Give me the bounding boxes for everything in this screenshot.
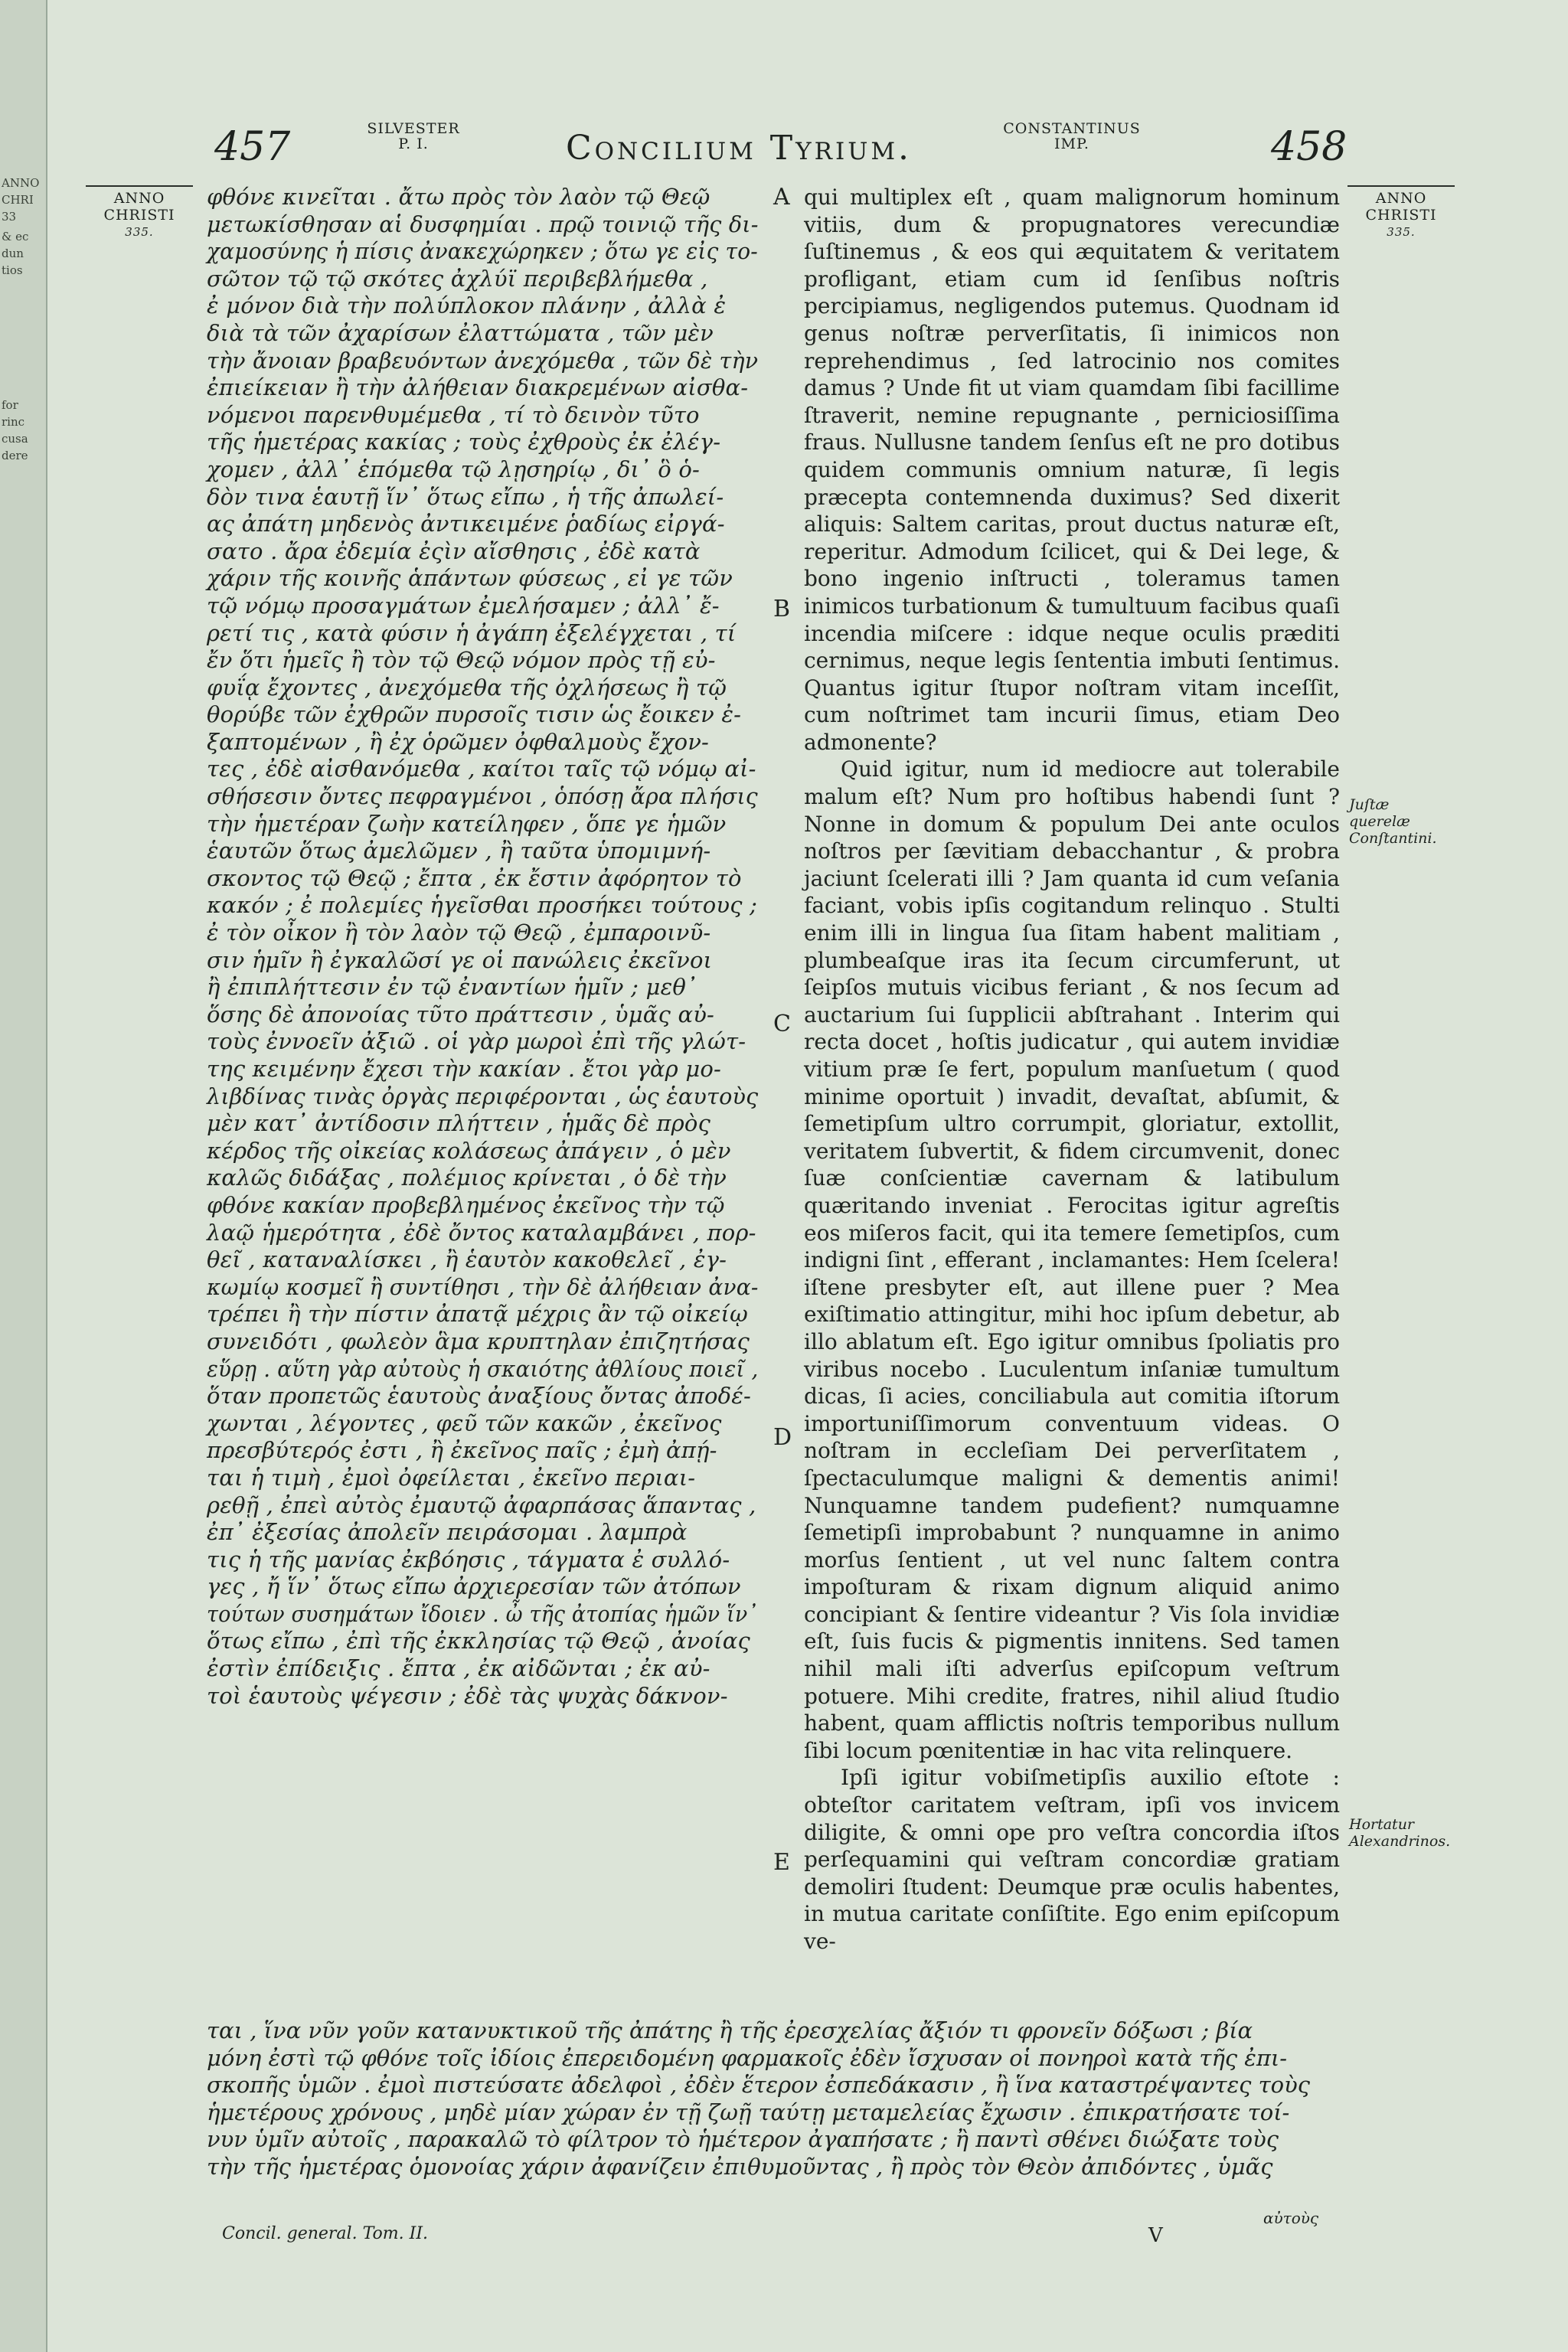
section-letter-d: D: [773, 1424, 792, 1451]
greek-line: κακόν ; ἐ πολεμίες ἡγεῖσθαι προσήκει τούτους ;: [207, 892, 758, 919]
greek-line: ρεθῇ , ἐπεὶ αὐτὸς ἐμαυτῷ ἀφαρπάσας ἅπαντας ,: [207, 1491, 756, 1518]
edge-fragment: & ec: [2, 230, 29, 243]
page-number-left: 457: [214, 124, 291, 170]
greek-line: θεῖ , καταναλίσκει , ἢ ἑαυτὸν κακοθελεῖ , ἐγ-: [207, 1246, 727, 1273]
greek-line: ἑαυτῶν ὅτως ἀμελῶμεν , ἢ ταῦτα ὑπομιμνή-: [207, 838, 711, 864]
page-number-right: 458: [1271, 124, 1348, 170]
edge-fragment: ANNO: [2, 176, 40, 190]
greek-line: ὅταν προπετῶς ἑαυτοὺς ἀναξίους ὄντας ἀποδέ-: [207, 1383, 752, 1410]
latin-paragraph: Quid igitur, num id mediocre aut tolerabile malum eſt? Num pro hoſtibus habendi ſunt ? Nonne in domum & populum Dei ante oculos noſtros per ſævitiam debacchantur , & probra jaciunt ſcelerati illi ? Jam quanta id cum veſania faciant, vobis ipſis cogitandum relinquo . Stulti enim illi in lingua ſua ſitam habent malitiam , plumbeaſque iras ita ſecum circumferunt, ut ſeipſos mutuis vicibus feriant , & nos ſecum ad auctarium ſui ſupplicii abſtrahant . Interim qui recta docet , hoſtis judicatur , qui autem invidiæ vitium præ ſe fert, populum manſuetum ( quod minime oportuit ) invadit, devaſtat, abſumit, & ſemetipſum ultro corrumpit, gloriatur, extollit, veritatem ſubvertit, & fidem circumvenit, donec ſuæ conſcientiæ cavernam & latibulum quæritando inveniat . Ferocitas igitur agreſtis eos miſeros facit, qui ita temere ſemetipſos, cum indigni ſint , efferant , inclamantes: Hem ſcelera! iſtene presbyter eſt, aut illene puer ? Mea exiſtimatio attingitur, mihi hoc ipſum debetur, ab illo ablatum eſt. Ego igitur omnibus ſpoliatis pro viribus nocebo . Luculentum inſaniæ tumultum dicas, ſi acies, conciliabula aut comitia iſtorum importuniſſimorum conventuum videas. O noſtram in eccleſiam Dei perverſitatem , ſpectaculumque maligni & dementis animi! Nunquamne tandem pudefient? numquamne ſemetipſi improbabunt ? nunquamne in animo morſus ſentient , ut vel nunc ſaltem contra impoſturam & rixam dignum aliquid animo concipiant & ſentire videantur ? Vis ſola invidiæ eſt, ſuis fucis & pigmentis innitens. Sed tamen nihil mali iſti adverſus epiſcopum veſtrum potuere. Mihi credite, fratres, nihil aliud ſtudio habent, quam afflictis noſtris temporibus nullum ſibi locum pœnitentiæ in hac vita relinquere.: [804, 756, 1340, 1763]
running-head-line: CONSTANTINUS: [1003, 120, 1141, 137]
latin-paragraph: Ipſi igitur vobiſmetipſis auxilio eſtote : obteſtor caritatem veſtram, ipſi vos invicem diligite, & omni ope pro veſtra concordia iſtos perſequamini qui veſtram concordiæ gratiam demoliri ſtudent: Deumque præ oculis habentes, in mutua caritate conſiſtite. Ego enim epiſcopum ve-: [804, 1765, 1340, 1954]
greek-line: κέρδος τῆς οἰκείας κολάσεως ἀπάγειν , ὁ μὲν: [207, 1137, 731, 1164]
greek-line: ἐστὶν ἐπίδειξις . ἔπτα , ἐκ αἰδῶνται ; ἐκ αὐ-: [207, 1655, 710, 1682]
greek-line: σῶτον τῷ τῷ σκότες ἀχλύϊ περιβεβλήμεθα ,: [207, 265, 708, 292]
greek-line: νόμενοι παρενθυμέμεθα , τί τὸ δεινὸν τῦτο: [207, 401, 700, 428]
section-letter-a: A: [773, 184, 790, 211]
edge-fragment: tios: [2, 263, 23, 277]
greek-line: τῷ νόμῳ προσαγμάτων ἐμελήσαμεν ; ἀλλ᾽ ἔ-: [207, 592, 720, 619]
edge-fragment: cusa: [2, 432, 28, 446]
running-head-line: IMP.: [1054, 136, 1089, 152]
anno-year: 335.: [1387, 225, 1416, 239]
greek-line: τοὺς ἐννοεῖν ἀξιῶ . οἱ γὰρ μωροὶ ἐπὶ τῆς γλώτ-: [207, 1028, 746, 1055]
greek-line: λαῷ ἡμερότητα , ἐδὲ ὄντος καταλαμβάνει , πορ-: [207, 1219, 756, 1246]
greek-line: σιν ἡμῖν ἢ ἐγκαλῶσί γε οἱ πανώλεις ἐκεῖνοι: [207, 946, 713, 973]
edge-fragment: CHRI: [2, 193, 34, 207]
section-letter-b: B: [773, 596, 791, 622]
anno-line: CHRISTI: [1365, 207, 1437, 224]
greek-line: μετωκίσθησαν αἱ δυσφημίαι . πρῷ τοινιῷ τῆς δι-: [207, 211, 759, 237]
greek-line: φυΐᾳ ἔχοντες , ἀνεχόμεθα τῆς ὀχλήσεως ἢ τῷ: [207, 674, 727, 701]
greek-column: [207, 184, 758, 1710]
adjacent-page-edge: [0, 0, 47, 2352]
greek-line: ἐ τὸν οἶκον ἢ τὸν λαὸν τῷ Θεῷ , ἐμπαροινῦ-: [207, 920, 711, 946]
anno-rule: [1348, 185, 1455, 187]
greek-line: τὴν ἄνοιαν βραβευόντων ἀνεχόμεθα , τῶν δὲ τὴν: [207, 347, 759, 374]
greek-line: τὴν ἡμετέραν ζωὴν κατείληφεν , ὅπε γε ἡμῶν: [207, 810, 727, 837]
marginal-note: Juſtæ querelæ Conſtantini.: [1349, 796, 1437, 847]
greek-line: ξαπτομένων , ἢ ἐχ ὁρῶμεν ὀφθαλμοὺς ἔχον-: [207, 728, 710, 755]
greek-line: γες , ἤ ἵν᾽ ὅτως εἴπω ἀρχιερεσίαν τῶν ἀτόπων: [207, 1573, 741, 1600]
greek-line: συνειδότι , φωλεὸν ἃμα κρυπτηλαν ἐπιζητήσας: [207, 1328, 750, 1354]
section-letter-e: E: [773, 1849, 790, 1876]
greek-line: σκοντος τῷ Θεῷ ; ἔπτα , ἐκ ἔστιν ἀφόρητον τὸ: [207, 864, 742, 891]
greek-line: ὅσης δὲ ἀπονοίας τῦτο πράττεσιν , ὑμᾶς αὐ-: [207, 1001, 715, 1027]
edge-fragment: for: [2, 398, 18, 412]
greek-line: εὕρῃ . αὕτη γὰρ αὐτοὺς ἡ σκαιότης ἀθλίους ποιεῖ ,: [207, 1355, 759, 1382]
greek-line: ἡμετέρους χρόνους , μηδὲ μίαν χώραν ἐν τῇ ζωῇ ταύτῃ μεταμελείας ἔχωσιν . ἐπικρατήσατε τοί-: [207, 2099, 1290, 2125]
greek-line: ὅτως εἴπω , ἐπὶ τῆς ἐκκλησίας τῷ Θεῷ , ἀνοίας: [207, 1628, 750, 1655]
anno-line: CHRISTI: [103, 207, 175, 224]
greek-line: τρέπει ἢ τὴν πίστιν ἀπατᾷ μέχρις ἂν τῷ οἰκείῳ: [207, 1301, 748, 1328]
greek-line: ας ἀπάτη μηδενὸς ἀντικειμένε ῥαδίως εἰργά-: [207, 511, 725, 537]
greek-line: ρετί τις , κατὰ φύσιν ἡ ἀγάπη ἐξελέγχεται , τί: [207, 619, 737, 646]
anno-year: 335.: [125, 225, 154, 239]
greek-line: χαμοσύνης ἡ πίσις ἀνακεχώρηκεν ; ὅτω γε εἰς το-: [207, 238, 758, 265]
catchword: αὐτοὺς: [1263, 2209, 1319, 2227]
anno-line: ANNO: [1375, 190, 1427, 207]
greek-line: μόνη ἐστὶ τῷ φθόνε τοῖς ἰδίοις ἐπερειδομένη φαρμακοῖς ἐδὲν ἴσχυσαν οἱ πονηροὶ κατὰ τῆς ἐπι-: [207, 2044, 1288, 2071]
anno-left: [86, 185, 193, 240]
greek-line: ἔν ὅτι ἡμεῖς ἢ τὸν τῷ Θεῷ νόμον πρὸς τῇ εὐ-: [207, 647, 716, 674]
greek-full-width-text: [207, 2017, 1340, 2181]
marginal-note: Hortatur Alexandrinos.: [1349, 1816, 1451, 1850]
edge-fragment: dun: [2, 247, 24, 260]
greek-line: τὴν τῆς ἡμετέρας ὁμονοίας χάριν ἀφανίζειν ἐπιθυμοῦντας , ἢ πρὸς τὸν Θεὸν ἀπιδόντες , ὑμᾶς: [207, 2153, 1273, 2180]
anno-rule: [86, 185, 193, 187]
greek-line: τοὶ ἑαυτοὺς ψέγεσιν ; ἐδὲ τὰς ψυχὰς δάκνον-: [207, 1682, 728, 1709]
anno-right: [1348, 185, 1455, 240]
greek-line: σκοπῆς ὑμῶν . ἐμοὶ πιστεύσατε ἀδελφοὶ , ἐδὲν ἕτερον ἐσπεδάκασιν , ἢ ἵνα καταστρέψαντες τοὺς: [207, 2072, 1310, 2099]
greek-line: ται ἡ τιμὴ , ἐμοὶ ὀφείλεται , ἐκεῖνο περιαι-: [207, 1464, 696, 1491]
greek-line: τες , ἐδὲ αἰσθανόμεθα , καίτοι ταῖς τῷ νόμῳ αἰ-: [207, 756, 756, 782]
running-head-right: [988, 121, 1156, 152]
greek-line: δὸν τινα ἑαυτῇ ἵν᾽ ὅτως εἴπω , ἡ τῆς ἀπωλεί-: [207, 483, 724, 510]
greek-line: χομεν , ἀλλ᾽ ἑπόμεθα τῷ λῃσηρίῳ , δι᾽ ὃ ὁ-: [207, 456, 700, 482]
greek-line: ἐπ᾽ ἐξεσίας ἀπολεῖν πειράσομαι . λαμπρὰ: [207, 1519, 688, 1546]
page-title: Concilium Tyrium.: [565, 129, 913, 168]
edge-fragment: rinc: [2, 415, 25, 429]
greek-line: πρεσβύτερός ἐστι , ἢ ἐκεῖνος παῖς ; ἐμὴ ἀπῄ-: [207, 1437, 717, 1464]
greek-line: ἢ ἐπιπλήττεσιν ἐν τῷ ἐναντίων ἡμῖν ; μεθ᾽: [207, 974, 697, 1001]
greek-line: καλῶς διδάξας , πολέμιος κρίνεται , ὁ δὲ τὴν: [207, 1165, 727, 1191]
greek-line: σατο . ἄρα ἐδεμία ἐςὶν αἴσθησις , ἐδὲ κατὰ: [207, 537, 701, 564]
greek-line: χάριν τῆς κοινῆς ἁπάντων φύσεως , εἰ γε τῶν: [207, 565, 733, 592]
running-head-line: SILVESTER: [367, 120, 460, 137]
edge-fragment: dere: [2, 449, 28, 462]
greek-line: φθόνε κινεῖται . ἄτω πρὸς τὸν λαὸν τῷ Θεῷ: [207, 184, 710, 210]
greek-line: νυν ὑμῖν αὐτοῖς , παρακαλῶ τὸ φίλτρον τὸ ἡμέτερον ἀγαπήσατε ; ἢ παντὶ σθένει διώξατε τοὺς: [207, 2126, 1279, 2153]
greek-line: λιβδίνας τινὰς ὀργὰς περιφέρονται , ὡς ἑαυτοὺς: [207, 1083, 759, 1109]
greek-line: τούτων συσημάτων ἴδοιεν . ὦ τῆς ἀτοπίας ἡμῶν ἵν᾽: [207, 1600, 759, 1627]
greek-line: διὰ τὰ τῶν ἀχαρίσων ἐλαττώματα , τῶν μὲν: [207, 319, 714, 346]
latin-paragraph: qui multiplex eſt , quam malignorum hominum vitiis, dum & propugnatores verecundiæ ſuſtinemus , & eos qui æquitatem & veritatem profligant, etiam cum id ſenſibus noſtris percipiamus, negligendos putemus. Quodnam id genus noſtræ perverſitatis, ſi inimicos non reprehendimus , ſed latrocinio nos comites damus ? Unde fit ut viam quamdam ſibi facillime ſtraverit, nemine repugnante , perniciosiſſima fraus. Nullusne tandem ſenſus eſt ne pro dotibus quidem communis omnium naturæ, ſi legis præcepta contemnenda duximus? Sed dixerit aliquis: Saltem caritas, prout ductus naturæ eſt, reperitur. Admodum ſcilicet, qui & Dei lege, & bono ingenio inſtructi , toleramus tamen inimicos turbationum & tumultuum facibus quaſi incendia miſcere : idque neque oculis præditi cernimus, neque legis ſententia imbuti ſentimus. Quantus igitur ſtupor noſtram vitam inceſſit, cum noſtrimet tam incurii ſimus, etiam Deo admonente?: [804, 185, 1340, 755]
greek-line: τῆς ἡμετέρας κακίας ; τοὺς ἐχθροὺς ἐκ ἐλέγ-: [207, 429, 721, 456]
running-head-left: [329, 121, 498, 152]
greek-line: μὲν κατ᾽ ἀντίδοσιν πλήττειν , ἡμᾶς δὲ πρὸς: [207, 1110, 711, 1137]
edge-fragment: 33: [2, 210, 17, 224]
page-header: [0, 115, 1568, 184]
greek-line: ἐ μόνον διὰ τὴν πολύπλοκον πλάνην , ἀλλὰ ἐ: [207, 292, 727, 319]
anno-line: ANNO: [113, 190, 165, 207]
sheet-signature: V: [1148, 2224, 1163, 2247]
greek-line: ἐπιείκειαν ἢ τὴν ἀλήθειαν διακρεμένων αἰσθα-: [207, 374, 749, 401]
greek-line: κωμίῳ κοσμεῖ ἢ συντίθησι , τὴν δὲ ἀλήθειαν ἀνα-: [207, 1273, 759, 1300]
greek-line: ται , ἵνα νῦν γοῦν κατανυκτικοῦ τῆς ἀπάτης ἢ τῆς ἐρεσχελίας ἄξιόν τι φρονεῖν δόξωσι ; βία: [207, 2017, 1253, 2043]
running-head-line: P. I.: [398, 136, 429, 152]
greek-line: της κειμένην ἔχεσι τὴν κακίαν . ἔτοι γὰρ μο-: [207, 1056, 722, 1082]
greek-line: φθόνε κακίαν προβεβλημένος ἐκεῖνος τὴν τῷ: [207, 1191, 725, 1218]
printer-signature: Concil. general. Tom. II.: [222, 2224, 429, 2243]
latin-column: [804, 184, 1340, 1955]
greek-line: σθήσεσιν ὄντες πεφραγμένοι , ὁπόσῃ ἄρα πλήσις: [207, 783, 758, 810]
section-letter-c: C: [773, 1011, 791, 1037]
greek-line: θορύβε τῶν ἐχθρῶν πυρσοῖς τισιν ὡς ἔοικεν ἐ-: [207, 701, 742, 728]
greek-line: τις ἡ τῆς μανίας ἐκβόησις , τάγματα ἐ συλλό-: [207, 1546, 730, 1573]
greek-line: χωνται , λέγοντες , φεῦ τῶν κακῶν , ἐκεῖνος: [207, 1410, 722, 1436]
